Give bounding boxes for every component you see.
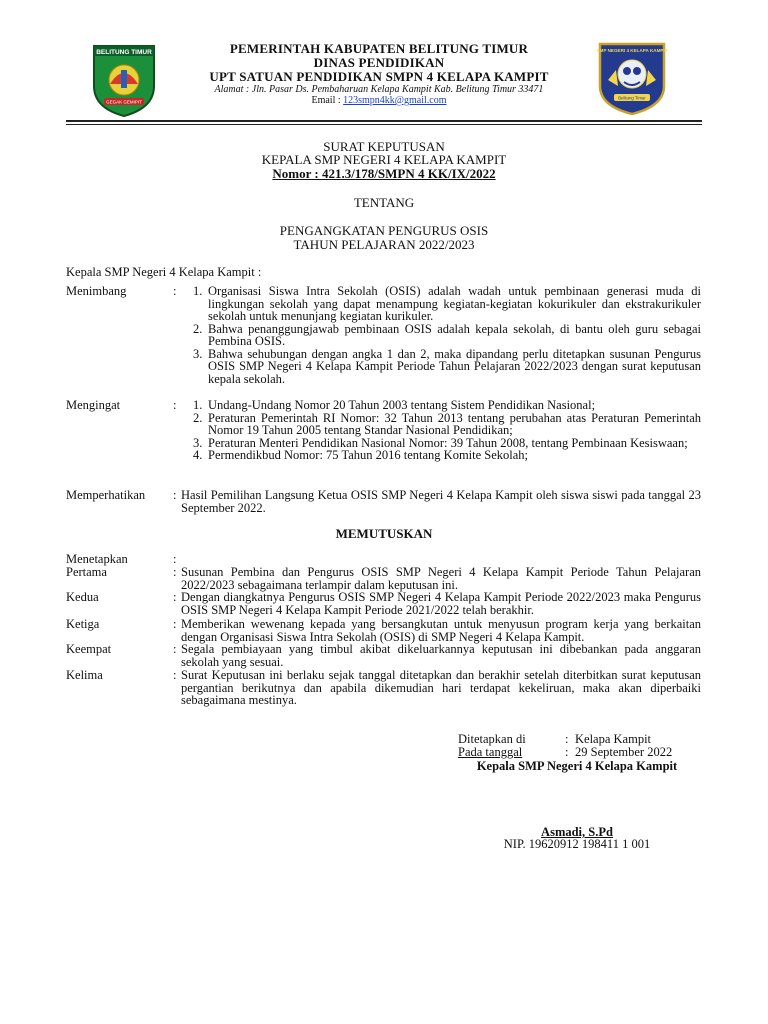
logo-left-text: BELITUNG TIMUR [96,49,152,56]
list-text: Bahwa sehubungan dengan angka 1 dan 2, maka dipandang perlu ditetapkan susunan Pengurus OSIS SMP Negeri 4 Kelapa Kampit Periode Tahun Pelajaran 2022/2023 dengan surat keputusan kepala sekolah. [208,346,701,386]
memperhatikan-label: Memperhatikan [66,488,146,502]
ditetapkan-value: Kelapa Kampit [575,732,652,746]
decree-title: SURAT KEPUTUSAN [323,139,445,154]
list-text: Peraturan Menteri Pendidikan Nasional Nomor: 39 Tahun 2008, tentang Pembinaan Kesiswaan; [208,435,688,450]
menimbang-content [193,285,701,385]
mengingat-content [193,399,701,462]
tanggal-value: 29 September 2022 [575,745,673,759]
list-number: 4. [193,448,203,462]
colon: : [565,732,569,746]
list-number: 3. [193,346,203,361]
kelima-text: Surat Keputusan ini berlaku sejak tanggal ditetapkan dan berakhir setelah diterbitkan surat keputusan pergantian berikutnya dan apabila dikemudian hari terdapat kekeliruan, maka akan diperbaiki sebagaimana mestinya. [181,668,701,707]
letterhead [170,42,588,107]
colon: : [173,552,177,566]
mengingat-label: Mengingat [66,398,121,412]
letterhead-address: Alamat : Jln. Pasar Ds. Pembaharuan Kelapa Kampit Kab. Belitung Timur 33471 [214,84,544,95]
memutuskan-heading: MEMUTUSKAN [335,526,433,541]
belitung-timur-logo-icon [88,42,160,118]
list-item [193,348,701,386]
colon: : [173,488,177,502]
letterhead-line1: PEMERINTAH KABUPATEN BELITUNG TIMUR [229,41,529,56]
subject-line2: TAHUN PELAJARAN 2022/2023 [293,237,475,252]
letterhead-email-line [170,95,588,107]
list-number: 3. [193,435,203,450]
list-text: Bahwa penanggungjawab pembinaan OSIS adalah kepala sekolah, di bantu oleh guru sebagai Pembina OSIS. [208,321,701,348]
list-text: Undang-Undang Nomor 20 Tahun 2003 tentang Sistem Pendidikan Nasional; [208,398,596,412]
list-item [193,412,701,437]
email-link[interactable]: 123smpn4kk@gmail.com [343,95,447,106]
signatory-name: Asmadi, S.Pd [541,825,613,839]
list-item [193,449,701,462]
decree-number: Nomor : 421.3/178/SMPN 4 KK/IX/2022 [272,166,496,181]
kedua-text: Dengan diangkatnya Pengurus OSIS SMP Negeri 4 Kelapa Kampit Periode 2022/2023 maka Pengurus OSIS SMP Negeri 4 Kelapa Kampit Periode 2021/2022 telah berakhir. [181,590,701,617]
mengingat-list [193,399,701,462]
signatory-title: Kepala SMP Negeri 4 Kelapa Kampit [476,759,678,773]
ketiga-text: Memberikan wewenang kepada yang bersangkutan untuk menyusun program kerja yang berkaitan dengan Organisasi Siswa Intra Sekolah (OSIS) di SMP Negeri 4 Kelapa Kampit. [181,617,701,644]
list-text: Organisasi Siswa Intra Sekolah (OSIS) adalah wadah untuk pembinaan generasi muda di lingkungan sekolah yang dapat menampung kegiatan-kegiatan kokurikuler dan ekstrakurikuler sekolah untuk menunjang kegiatan kurikuler. [208,284,701,323]
decree-issuer: KEPALA SMP NEGERI 4 KELAPA KAMPIT [261,152,507,167]
colon: : [173,668,177,682]
keempat-label: Keempat [66,642,112,656]
colon: : [173,617,177,631]
ditetapkan-label: Ditetapkan di [458,732,526,746]
list-number: 2. [193,321,203,336]
list-number: 1. [193,398,203,412]
list-text: Peraturan Pemerintah RI Nomor: 32 Tahun 2013 tentang perubahan atas Peraturan Pemerintah Nomor 19 Tahun 2005 tentang Standar Nasional Pendidikan; [208,410,701,437]
logo-right-banner: Belitung Timur [618,95,646,101]
colon: : [173,590,177,604]
menimbang-list [193,285,701,385]
colon: : [173,565,177,579]
tanggal-label: Pada tanggal [458,745,523,759]
menetapkan-label: Menetapkan [66,552,128,566]
ketiga-label: Ketiga [66,617,100,631]
colon: : [565,745,569,759]
kelima-label: Kelima [66,668,103,682]
colon: : [173,642,177,656]
pertama-text: Susunan Pembina dan Pengurus OSIS SMP Negeri 4 Kelapa Kampit Periode Tahun Pelajaran 2022/2023 sebagaimana terlampir dalam keputusan ini. [181,565,701,592]
memperhatikan-text: Hasil Pemilihan Langsung Ketua OSIS SMP Negeri 4 Kelapa Kampit oleh siswa siswi pada tanggal 23 September 2022. [181,488,701,515]
list-item [193,285,701,323]
logo-left-motto: GEGAK GEMIPIT [106,99,142,105]
intro-text: Kepala SMP Negeri 4 Kelapa Kampit : [66,265,262,279]
kedua-label: Kedua [66,590,99,604]
logo-right-text: SMP NEGERI 4 KELAPA KAMPIT [596,48,668,53]
keempat-text: Segala pembiayaan yang timbul akibat dikeluarkannya keputusan ini dibebankan pada anggaran sekolah yang sesuai. [181,642,701,669]
tentang-heading: TENTANG [353,195,415,210]
smpn4-school-logo-icon [596,40,668,116]
letterhead-line3: UPT SATUAN PENDIDIKAN SMPN 4 KELAPA KAMPIT [209,69,549,84]
list-number: 2. [193,410,203,425]
menimbang-label: Menimbang [66,284,127,298]
colon: : [173,284,177,298]
letterhead-line2: DINAS PENDIDIKAN [313,55,445,70]
signatory-nip: NIP. 19620912 198411 1 001 [503,837,651,851]
pertama-label: Pertama [66,565,107,579]
header-divider-thin [66,124,702,125]
subject-line1: PENGANGKATAN PENGURUS OSIS [279,223,489,238]
list-text: Permendikbud Nomor: 75 Tahun 2016 tentang Komite Sekolah; [208,448,529,462]
email-label: Email : [311,95,344,106]
colon: : [173,398,177,412]
header-divider-thick [66,120,702,122]
list-item [193,323,701,348]
list-number: 1. [193,284,203,298]
